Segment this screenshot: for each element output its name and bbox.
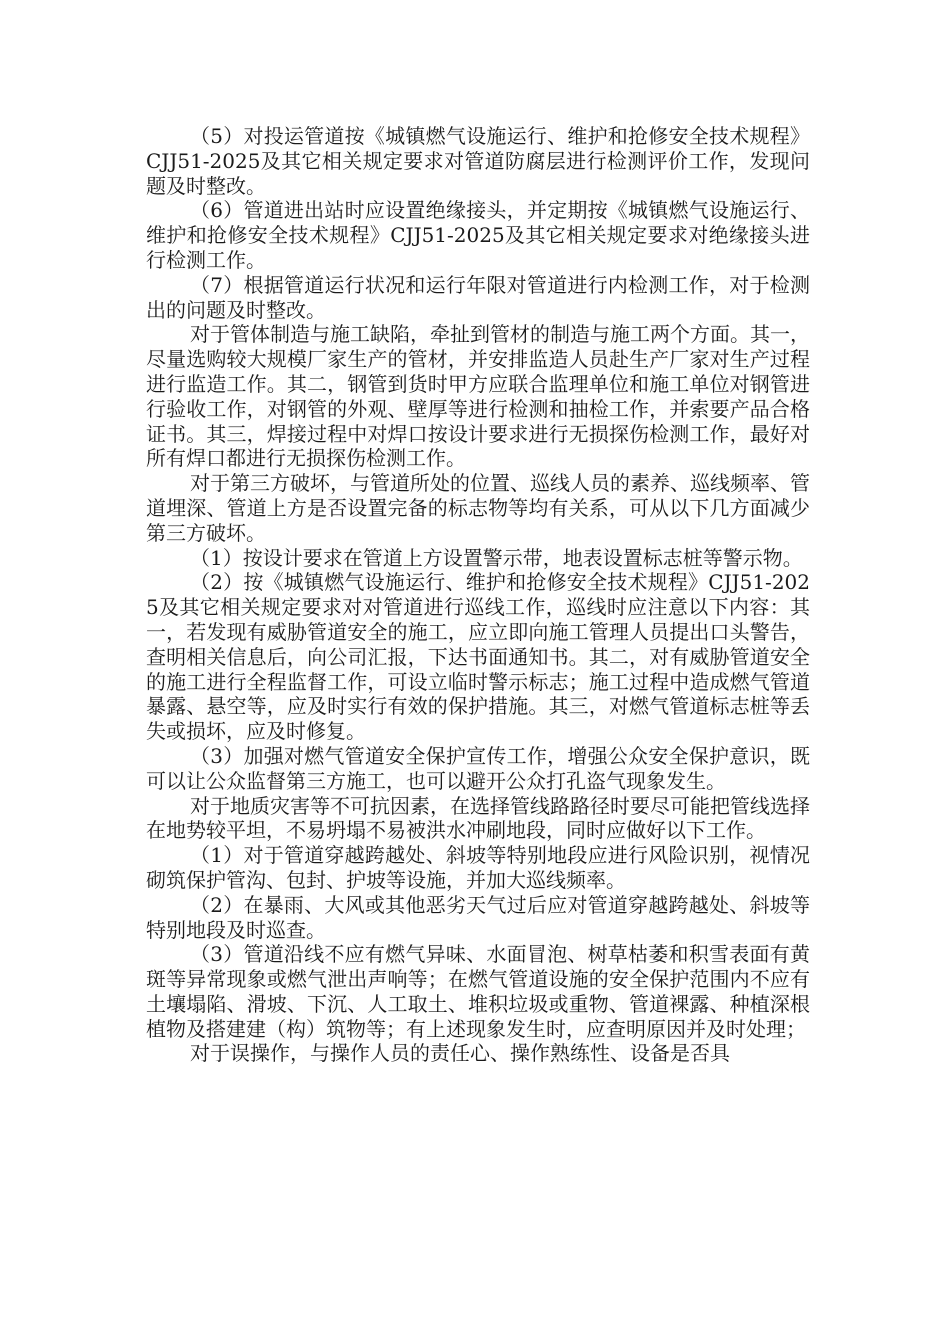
paragraph-item-1-risk-identification: （1）对于管道穿越跨越处、斜坡等特别地段应进行风险识别，视情况砌筑保护管沟、包封、护坡等设施，并加大巡线频率。 (146, 843, 810, 892)
paragraph-third-party-damage: 对于第三方破坏，与管道所处的位置、巡线人员的素养、巡线频率、管道埋深、管道上方是否设置完备的标志物等均有关系，可从以下几方面减少第三方破坏。 (146, 471, 810, 545)
paragraph-item-5-coating-inspection: （5）对投运管道按《城镇燃气设施运行、维护和抢修安全技术规程》CJJ51-2025及其它相关规定要求对管道防腐层进行检测评价工作，发现问题及时整改。 (146, 124, 810, 198)
paragraph-geological-hazards: 对于地质灾害等不可抗因素，在选择管线路路径时要尽可能把管线选择在地势较平坦，不易坍塌不易被洪水冲刷地段，同时应做好以下工作。 (146, 793, 810, 843)
paragraph-item-1-warning-tape: （1）按设计要求在管道上方设置警示带，地表设置标志桩等警示物。 (190, 545, 803, 570)
paragraph-misoperation: 对于误操作，与操作人员的责任心、操作熟练性、设备是否具 (190, 1041, 730, 1066)
document-body (146, 124, 810, 1066)
paragraph-item-2-weather-inspection: （2）在暴雨、大风或其他恶劣天气过后应对管道穿越跨越处、斜坡等特别地段及时巡查。 (146, 892, 810, 942)
paragraph-item-3-abnormal-phenomena: （3）管道沿线不应有燃气异味、水面冒泡、树草枯萎和积雪表面有黄斑等异常现象或燃气泄出声响等；在燃气管道设施的安全保护范围内不应有土壤塌陷、滑坡、下沉、人工取土、堆积垃圾或重物、管道裸露、种植深根植物及搭建建（构）筑物等；有上述现象发生时，应查明原因并及时处理； (146, 942, 810, 1041)
paragraph-item-7-inline-inspection: （7）根据管道运行状况和运行年限对管道进行内检测工作，对于检测出的问题及时整改。 (146, 272, 810, 322)
paragraph-item-2-line-patrol: （2）按《城镇燃气设施运行、维护和抢修安全技术规程》CJJ51-2025及其它相关规定要求对对管道进行巡线工作，巡线时应注意以下内容：其一，若发现有威胁管道安全的施工，应立即向施工管理人员提出口头警告，查明相关信息后，向公司汇报，下达书面通知书。其二，对有威胁管道安全的施工进行全程监督工作，可设立临时警示标志；施工过程中造成燃气管道暴露、悬空等，应及时实行有效的保护措施。其三，对燃气管道标志桩等丢失或损坏，应及时修复。 (146, 570, 810, 744)
paragraph-item-6-insulating-joint: （6）管道进出站时应设置绝缘接头，并定期按《城镇燃气设施运行、维护和抢修安全技术规程》CJJ51-2025及其它相关规定要求对绝缘接头进行检测工作。 (146, 198, 810, 272)
paragraph-item-3-public-awareness: （3）加强对燃气管道安全保护宣传工作，增强公众安全保护意识，既可以让公众监督第三方施工，也可以避开公众打孔盗气现象发生。 (146, 743, 810, 793)
paragraph-manufacturing-defects: 对于管体制造与施工缺陷，牵扯到管材的制造与施工两个方面。其一，尽量选购较大规模厂家生产的管材，并安排监造人员赴生产厂家对生产过程进行监造工作。其二，钢管到货时甲方应联合监理单位和施工单位对钢管进行验收工作，对钢管的外观、壁厚等进行检测和抽检工作，并索要产品合格证书。其三，焊接过程中对焊口按设计要求进行无损探伤检测工作，最好对所有焊口都进行无损探伤检测工作。 (146, 322, 810, 471)
